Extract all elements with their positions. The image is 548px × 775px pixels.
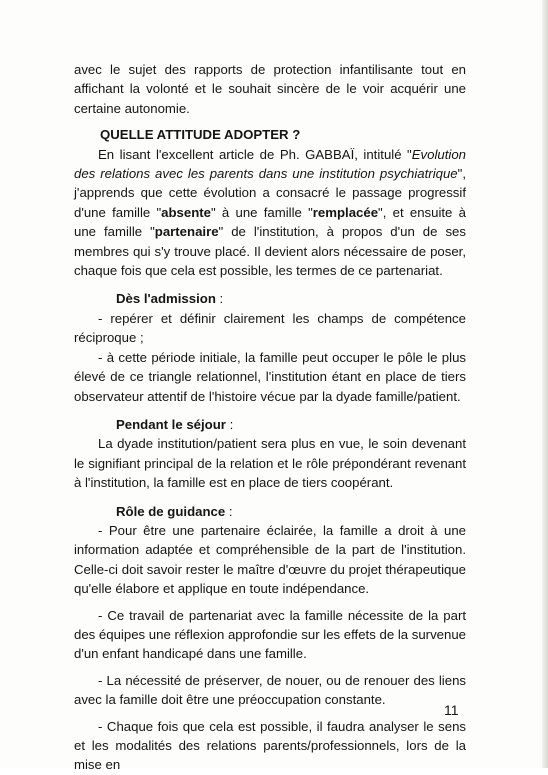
intro-text-b: ", j'apprends que cette évolution a consacré le passage progressif d'une famille " bbox=[74, 166, 466, 220]
admission-item-2: - à cette période initiale, la famille peut occuper le pôle le plus élevé de ce triangle relationnel, l'institution étant en place de tiers observateur attentif de l'histoire vécue par la dyade famille/patient. bbox=[74, 349, 466, 404]
term-partenaire: partenaire bbox=[154, 224, 219, 240]
intro-paragraph bbox=[74, 145, 466, 281]
term-absente: absente bbox=[161, 204, 211, 220]
intro-text-d: ", et ensuite à une famille " bbox=[74, 204, 466, 240]
page-edge-shadow bbox=[542, 0, 548, 768]
continued-paragraph: avec le sujet des rapports de protection infantilisante tout en affichant la volonté et le souhait sincère de le voir acquérir une certaine autonomie. bbox=[74, 62, 466, 116]
guidance-item-3: - La nécessité de préserver, de nouer, ou de renouer des liens avec la famille doit être une préoccupation constante. bbox=[74, 672, 466, 708]
subheading-guidance-label: Rôle de guidance bbox=[116, 503, 226, 519]
subheading-sejour bbox=[74, 415, 466, 434]
guidance-item-2: - Ce travail de partenariat avec la famille nécessite de la part des équipes une réflexion approfondie sur les effets de la survenue d'un enfant handicapé dans une famille. bbox=[74, 607, 466, 662]
cited-article-title: Evolution des relations avec les parents dans une institution psychiatrique bbox=[74, 146, 466, 182]
section-title: QUELLE ATTITUDE ADOPTER ? bbox=[100, 127, 301, 143]
subheading-admission bbox=[74, 289, 466, 308]
subheading-guidance bbox=[74, 502, 466, 521]
admission-item-1: - repérer et définir clairement les champs de compétence réciproque ; bbox=[74, 310, 466, 346]
intro-text-e: " de l'institution, à propos d'un de ses membres qui s'y trouve placé. Il devient alors nécessaire de poser, chaque fois que cela est possible, les termes de ce partenariat. bbox=[74, 224, 466, 279]
subheading-admission-colon: : bbox=[215, 291, 224, 307]
page-body bbox=[74, 60, 466, 775]
guidance-item-4: - Chaque fois que cela est possible, il faudra analyser le sens et les modalités des relations parents/professionnels, lors de la mise en bbox=[74, 718, 466, 773]
subheading-sejour-label: Pendant le séjour bbox=[116, 416, 226, 432]
subheading-guidance-colon: : bbox=[225, 503, 233, 519]
term-remplacee: remplacée bbox=[312, 204, 379, 220]
intro-text-a: En lisant l'excellent article de Ph. GABBAÏ, intitulé " bbox=[98, 146, 412, 162]
subheading-sejour-colon: : bbox=[225, 416, 234, 432]
sejour-paragraph: La dyade institution/patient sera plus en vue, le soin devenant le signifiant principal de la relation et le rôle prépondérant revenant à l'institution, la famille est en place de tiers coopérant. bbox=[74, 436, 466, 491]
subheading-admission-label: Dès l'admission bbox=[116, 291, 216, 307]
intro-text-c: " à une famille " bbox=[210, 204, 313, 220]
page-number: 11 bbox=[444, 702, 459, 718]
guidance-item-1: - Pour être une partenaire éclairée, la famille a droit à une information adaptée et compréhensible de la part de l'institution. Celle-ci doit savoir rester le maître d'œuvre du projet thérapeutique qu'elle élabore et applique en toute indépendance. bbox=[74, 522, 466, 597]
